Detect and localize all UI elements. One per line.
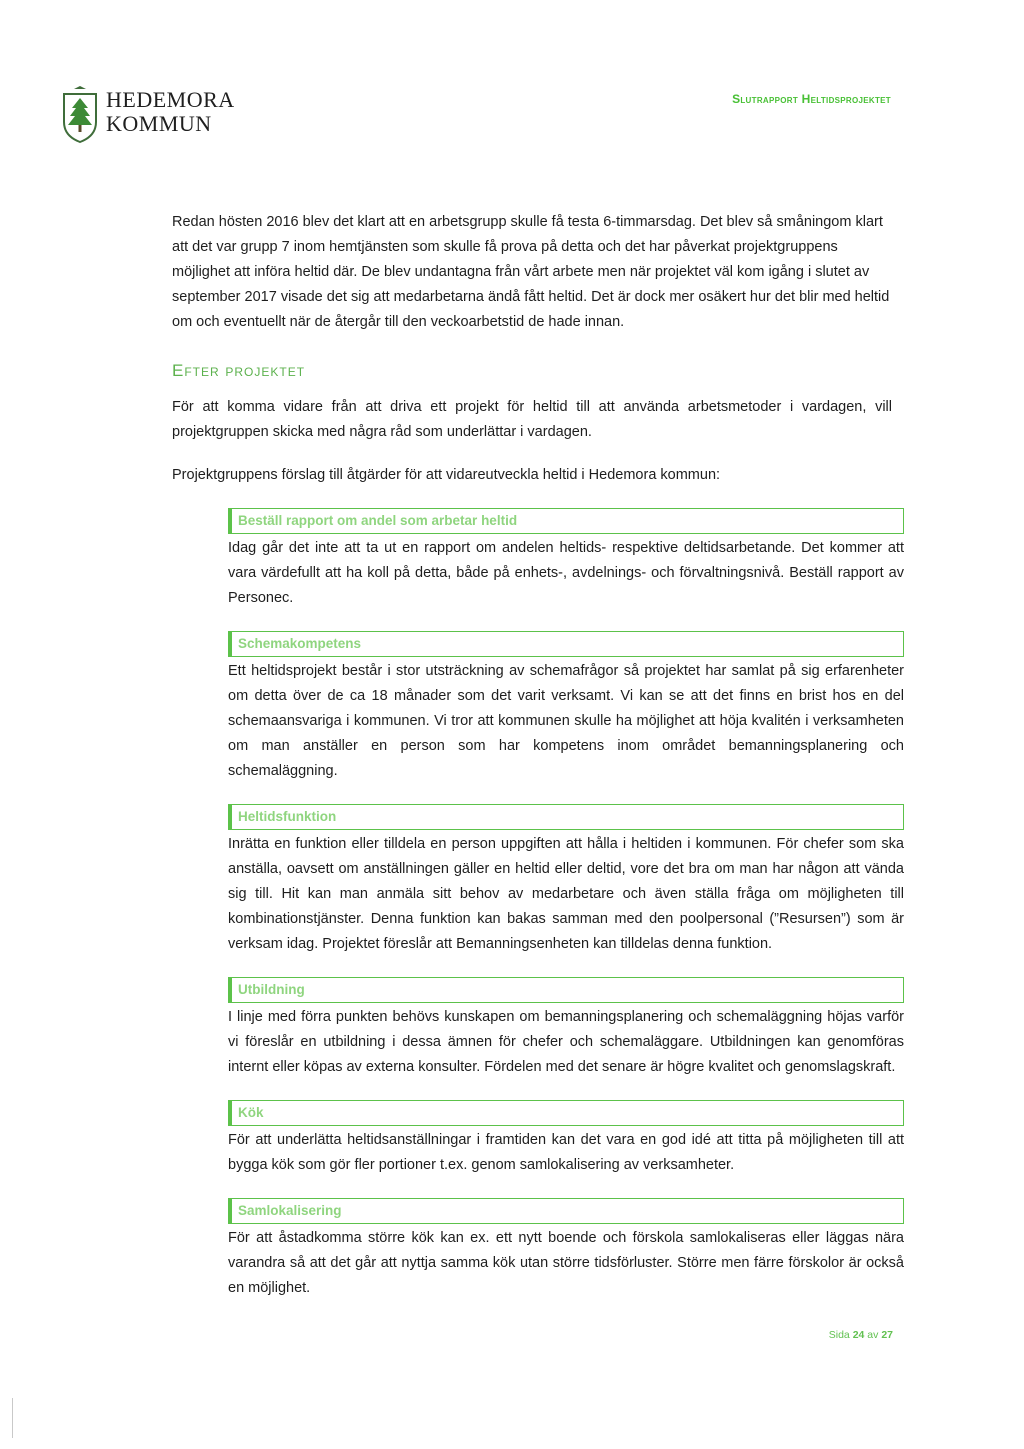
intro-paragraph: Redan hösten 2016 blev det klart att en arbetsgrupp skulle få testa 6-timmarsdag. Det blev så småningom klart att det var grupp 7 inom hemtjänsten som skulle få prova på detta och det har påverkat projektgruppens möjlighet att införa heltid där. De blev undantagna från vårt arbete men när projektet väl kom igång i slutet av september 2017 visade det sig att medarbetarna ändå fått heltid. Det är dock mer osäkert hur det blir med heltid om och eventuellt när de återgår till den veckoarbetstid de hade innan. bbox=[172, 214, 890, 330]
main-content bbox=[172, 210, 904, 1321]
municipality-logo bbox=[60, 86, 235, 144]
running-head: Slutrapport Heltidsprojektet bbox=[732, 92, 891, 106]
section-lead: För att komma vidare från att driva ett projekt för heltid till att använda arbetsmetoder i vardagen, vill projektgruppen skicka med några råd som underlättar i vardagen. bbox=[172, 399, 892, 440]
section-heading: Efter projektet bbox=[172, 361, 306, 380]
page-label: Sida bbox=[828, 1329, 850, 1341]
proposal-title: Samlokalisering bbox=[228, 1198, 904, 1224]
proposal-block bbox=[228, 508, 904, 611]
pine-tree-shield-icon bbox=[60, 86, 100, 144]
proposal-text: Idag går det inte att ta ut en rapport om andelen heltids- respektive deltidsarbetande. Det kommer att vara värdefullt att ha koll på detta, både på enhets-, avdelnings- och förvaltningsnivå. Beställ rapport av Personec. bbox=[228, 540, 904, 606]
proposal-text: Inrätta en funktion eller tilldela en person uppgiften att hålla i heltiden i kommunen. För chefer som ska anställa, oavsett om anställningen gäller en heltid eller deltid, vore det bra om man har någon att vända sig till. Hit kan man anmäla sitt behov av medarbetare och även ställa fråga om möjligheten till kombinationstjänster. Denna funktion kan bakas samman med den poolpersonal (”Resursen”) som är verksam idag. Projektet föreslår att Bemanningsenheten kan tilldelas denna funktion. bbox=[228, 836, 904, 952]
proposal-block bbox=[228, 1198, 904, 1301]
proposal-title: Utbildning bbox=[228, 977, 904, 1003]
proposal-title: Schemakompetens bbox=[228, 631, 904, 657]
proposal-block bbox=[228, 631, 904, 784]
page-number: 24 bbox=[852, 1329, 865, 1341]
proposal-text: För att åstadkomma större kök kan ex. ett nytt boende och förskola samlokaliseras eller läggas nära varandra så att det går att nyttja samma kök utan större tidsförluster. Större men färre förskolor är också en möjlighet. bbox=[228, 1230, 904, 1296]
page-of-label: av bbox=[867, 1329, 879, 1341]
proposal-text: För att underlätta heltidsanställningar i framtiden kan det vara en god idé att titta på möjligheten till att bygga kök som gör fler portioner t.ex. genom samlokalisering av verksamheter. bbox=[228, 1132, 904, 1173]
proposal-title: Kök bbox=[228, 1100, 904, 1126]
proposal-text: I linje med förra punkten behövs kunskapen om bemanningsplanering och schemaläggning höjas varför vi föreslår en utbildning i dessa ämnen för chefer och schemaläggare. Utbildningen kan genomföras internt eller köpas av externa konsulter. Fördelen med det senare är högre kvalitet och genomslagskraft. bbox=[228, 1009, 904, 1075]
section-lead-2: Projektgruppens förslag till åtgärder för att vidareutveckla heltid i Hedemora kommun: bbox=[172, 467, 721, 483]
logo-line-1: HEDEMORA bbox=[106, 87, 235, 112]
proposal-block bbox=[228, 977, 904, 1080]
proposal-title: Heltidsfunktion bbox=[228, 804, 904, 830]
proposal-title: Beställ rapport om andel som arbetar heltid bbox=[228, 508, 904, 534]
proposal-block bbox=[228, 1100, 904, 1178]
logo-line-2: KOMMUN bbox=[106, 111, 212, 136]
scan-margin-line bbox=[12, 1398, 13, 1438]
proposal-text: Ett heltidsprojekt består i stor utsträckning av schemafrågor så projektet har samlat på sig erfarenheter om detta över de ca 18 månader som det varit verksamt. Vi kan se att det finns en brist hos en del schemaansvariga i kommunen. Vi tror att kommunen skulle ha möjlighet att höja kvalitén i verksamheten om man anställer en person som har kompetens inom området bemanningsplanering och schemaläggning. bbox=[228, 663, 904, 779]
page-total: 27 bbox=[881, 1329, 893, 1341]
proposal-block bbox=[228, 804, 904, 957]
page-footer bbox=[829, 1329, 893, 1341]
